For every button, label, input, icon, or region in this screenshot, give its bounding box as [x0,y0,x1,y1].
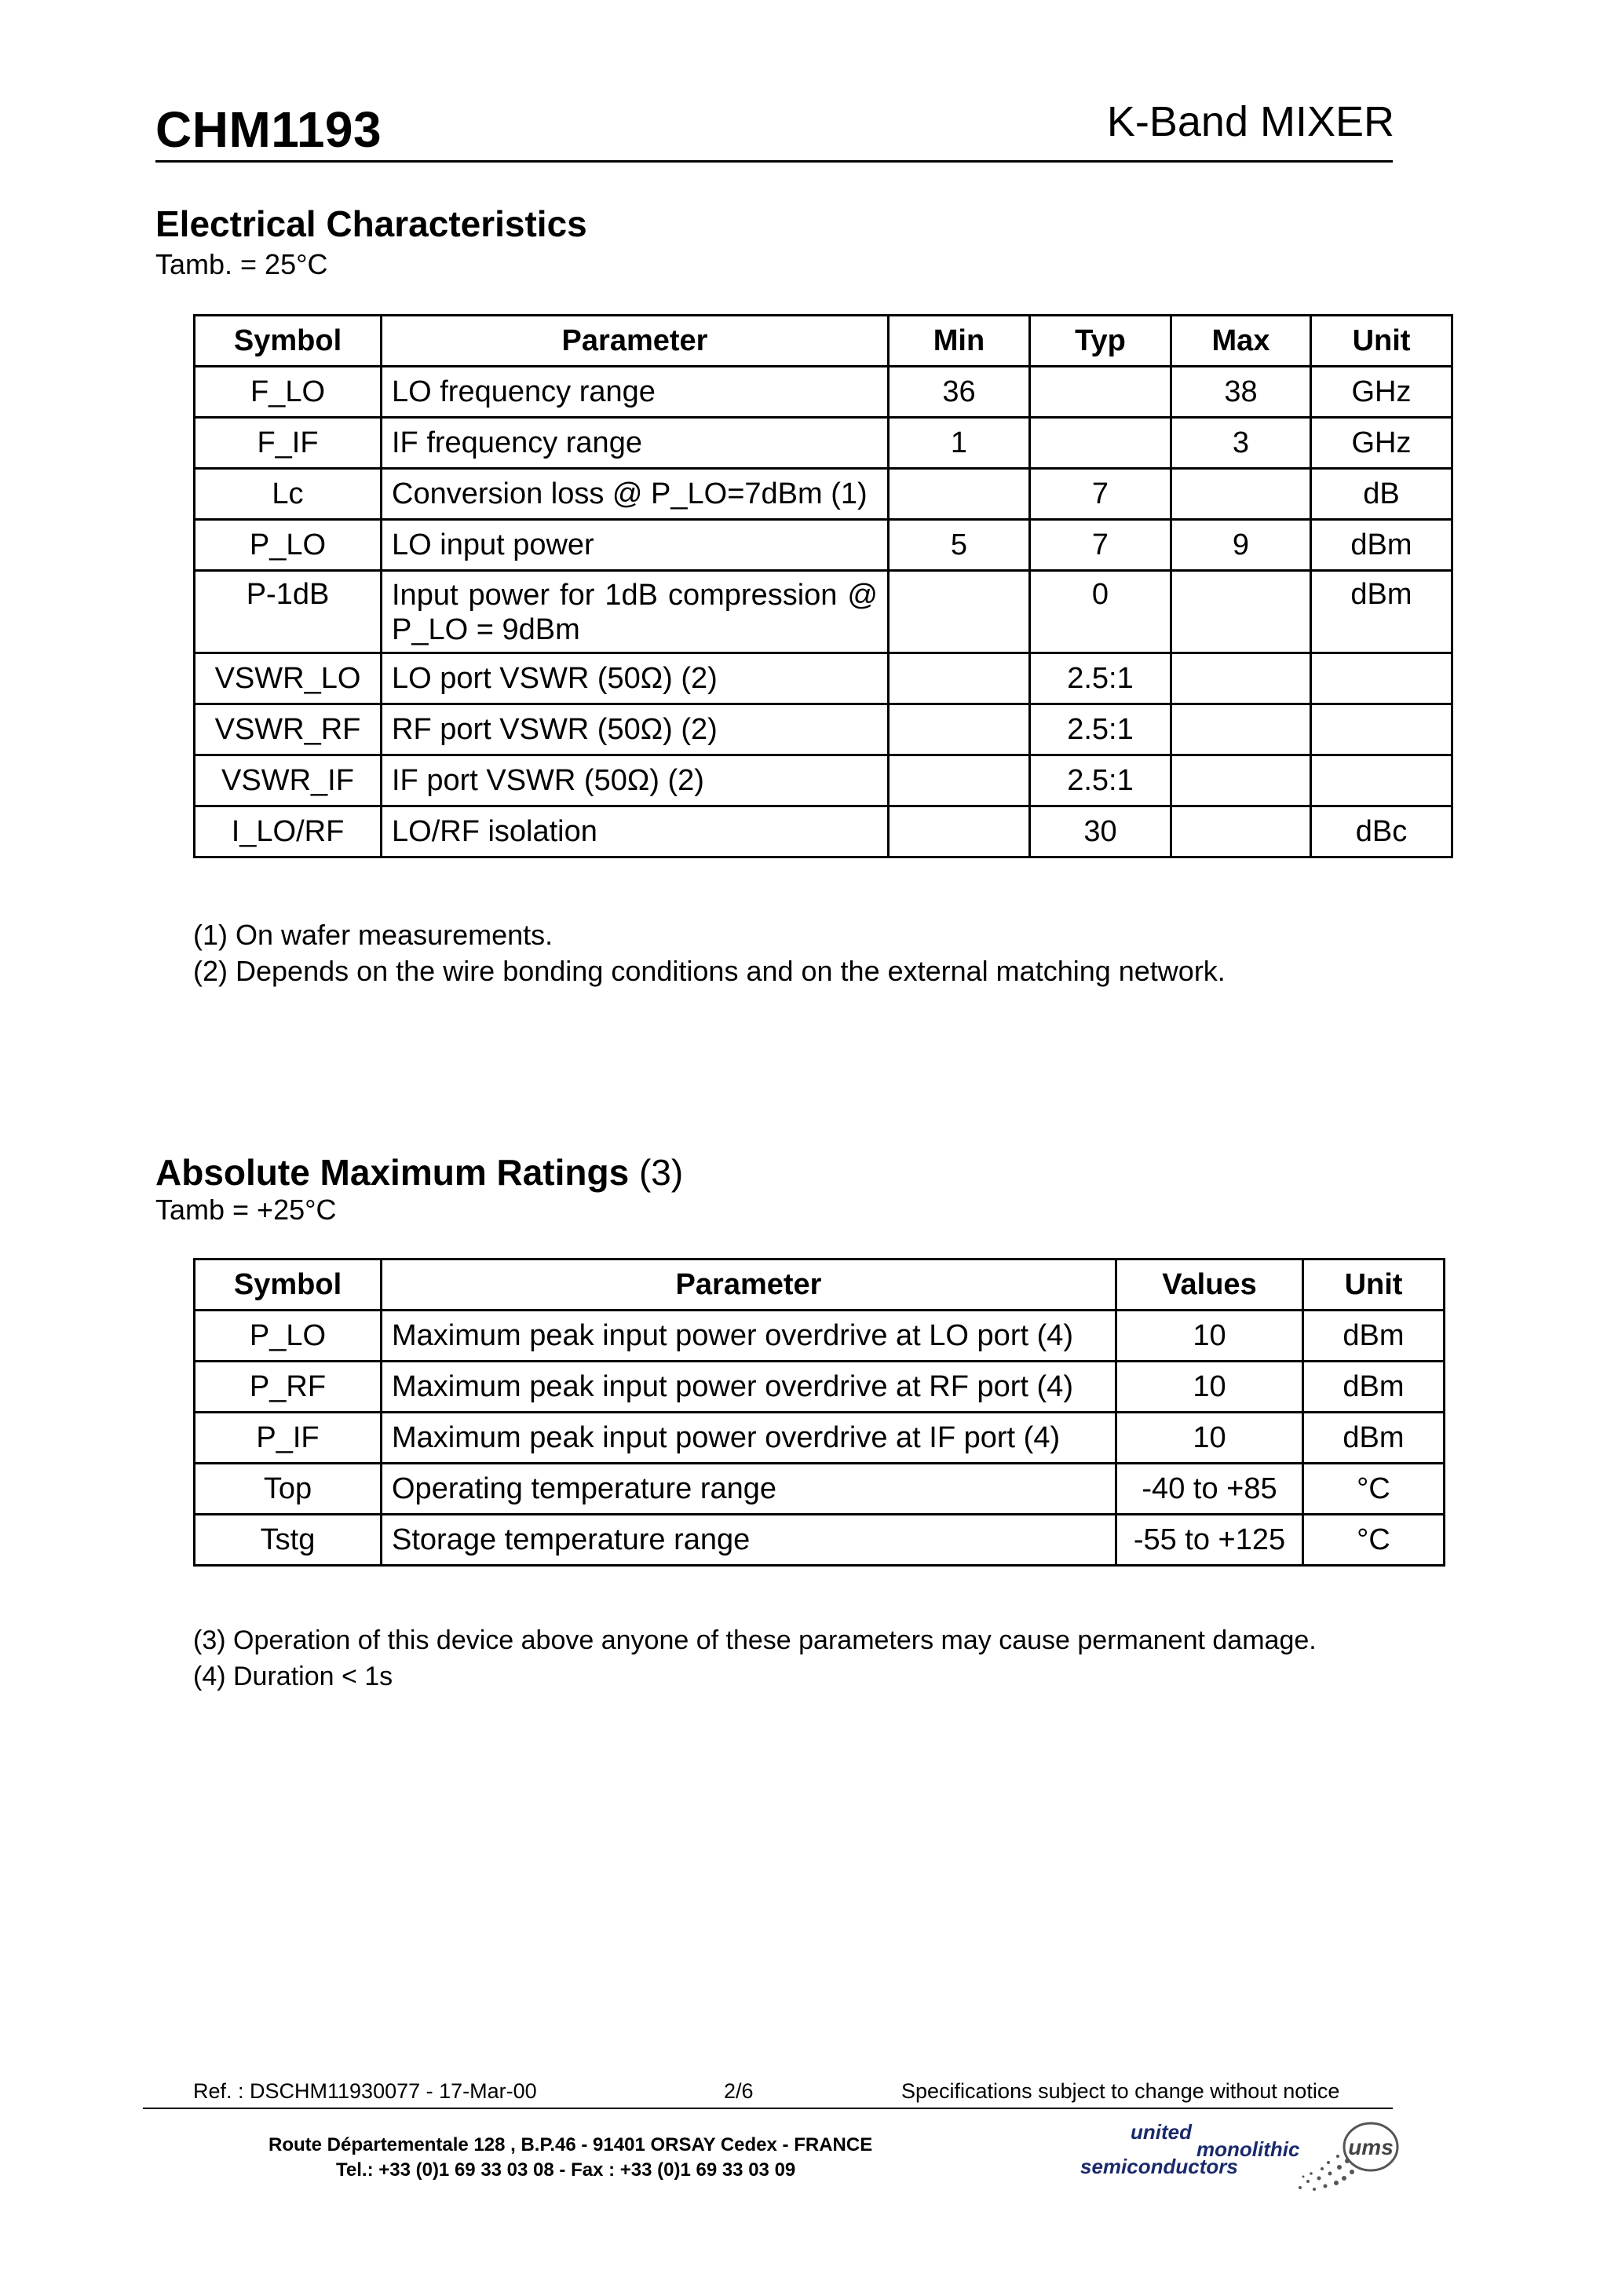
footer-rule [143,2108,1393,2109]
absmax-title-note: (3) [638,1152,684,1193]
table-row [195,571,1452,653]
unit-cell: GHz [1311,367,1452,418]
value-cell: 10 [1116,1311,1303,1362]
unit-cell: °C [1303,1515,1445,1566]
parameter-cell: Maximum peak input power overdrive at RF port (4) [382,1362,1116,1413]
company-phone-fax: Tel.: +33 (0)1 69 33 03 08 - Fax : +33 (0)1 69 33 03 09 [336,2159,796,2181]
parameter-cell: Conversion loss @ P_LO=7dBm (1) [382,469,889,520]
unit-cell: dB [1311,469,1452,520]
max-cell [1171,571,1311,653]
column-header: Parameter [382,316,889,367]
column-header: Unit [1303,1260,1445,1311]
parameter-cell: LO input power [382,520,889,571]
min-cell [889,571,1030,653]
min-cell [889,755,1030,806]
value-cell: -40 to +85 [1116,1464,1303,1515]
electrical-condition: Tamb. = 25°C [155,248,328,280]
min-cell: 1 [889,418,1030,469]
parameter-cell: RF port VSWR (50Ω) (2) [382,704,889,755]
unit-cell: °C [1303,1464,1445,1515]
value-cell: -55 to +125 [1116,1515,1303,1566]
symbol-cell: Tstg [195,1515,382,1566]
logo-line-2: monolithic [1196,2137,1300,2161]
unit-cell: dBm [1303,1311,1445,1362]
product-name: K-Band MIXER [1106,98,1394,145]
parameter-cell: LO/RF isolation [382,806,889,857]
table-row [195,469,1452,520]
parameter-cell: LO port VSWR (50Ω) (2) [382,653,889,704]
footnote-3: (3) Operation of this device above anyone of these parameters may cause permanent damage. [193,1625,1317,1655]
symbol-cell: P_LO [195,1311,382,1362]
symbol-cell: P_RF [195,1362,382,1413]
column-header: Symbol [195,1260,382,1311]
table-header-row [195,316,1452,367]
parameter-cell: Maximum peak input power overdrive at IF port (4) [382,1413,1116,1464]
absmax-title-text: Absolute Maximum Ratings [155,1152,630,1193]
min-cell [889,469,1030,520]
symbol-cell: P-1dB [195,571,382,653]
max-cell: 3 [1171,418,1311,469]
column-header: Max [1171,316,1311,367]
part-number: CHM1193 [155,101,382,158]
symbol-cell: VSWR_IF [195,755,382,806]
typ-cell: 30 [1030,806,1171,857]
max-cell [1171,704,1311,755]
document-reference: Ref. : DSCHM11930077 - 17-Mar-00 [193,2079,537,2103]
unit-cell [1311,653,1452,704]
page-number: 2/6 [724,2079,754,2103]
table-row [195,1311,1445,1362]
typ-cell: 7 [1030,469,1171,520]
symbol-cell: P_IF [195,1413,382,1464]
ums-logo [1076,2112,1405,2199]
table-row [195,1362,1445,1413]
ums-badge-icon [1292,2112,1402,2199]
footnote-2: (2) Depends on the wire bonding conditions and on the external matching network. [193,955,1226,987]
table-row [195,1464,1445,1515]
symbol-cell: VSWR_LO [195,653,382,704]
unit-cell: dBm [1311,520,1452,571]
absmax-condition: Tamb = +25°C [155,1194,337,1226]
table-row [195,418,1452,469]
table-row [195,806,1452,857]
parameter-cell: IF port VSWR (50Ω) (2) [382,755,889,806]
table-row [195,520,1452,571]
table-row [195,755,1452,806]
column-header: Parameter [382,1260,1116,1311]
company-address: Route Départementale 128 , B.P.46 - 91401 ORSAY Cedex - FRANCE [269,2134,873,2155]
table-row [195,704,1452,755]
typ-cell [1030,367,1171,418]
max-cell: 38 [1171,367,1311,418]
typ-cell: 7 [1030,520,1171,571]
logo-line-3: semiconductors [1080,2155,1238,2178]
symbol-cell: Lc [195,469,382,520]
electrical-characteristics-table [193,314,1453,858]
typ-cell [1030,418,1171,469]
min-cell [889,806,1030,857]
typ-cell: 2.5:1 [1030,704,1171,755]
parameter-text: Input power for 1dB compression @ P_LO = 9dBm [392,579,878,646]
specification-notice: Specifications subject to change without notice [901,2079,1340,2103]
unit-cell: GHz [1311,418,1452,469]
table-row [195,1413,1445,1464]
typ-cell: 2.5:1 [1030,653,1171,704]
unit-cell: dBm [1303,1362,1445,1413]
electrical-section-title: Electrical Characteristics [155,203,587,244]
value-cell: 10 [1116,1413,1303,1464]
table-row [195,367,1452,418]
max-cell: 9 [1171,520,1311,571]
typ-cell: 2.5:1 [1030,755,1171,806]
column-header: Symbol [195,316,382,367]
typ-cell: 0 [1030,571,1171,653]
unit-cell: dBc [1311,806,1452,857]
min-cell [889,653,1030,704]
unit-cell: dBm [1311,571,1452,653]
symbol-cell: Top [195,1464,382,1515]
logo-badge-text: ums [1348,2135,1394,2159]
absmax-section-title [155,1151,683,1194]
symbol-cell: F_IF [195,418,382,469]
max-cell [1171,806,1311,857]
column-header: Typ [1030,316,1171,367]
table-header-row [195,1260,1445,1311]
symbol-cell: F_LO [195,367,382,418]
symbol-cell: I_LO/RF [195,806,382,857]
footnote-1: (1) On wafer measurements. [193,919,553,951]
value-cell: 10 [1116,1362,1303,1413]
column-header: Min [889,316,1030,367]
parameter-cell: LO frequency range [382,367,889,418]
min-cell: 5 [889,520,1030,571]
parameter-cell: Maximum peak input power overdrive at LO port (4) [382,1311,1116,1362]
parameter-cell: IF frequency range [382,418,889,469]
table-row [195,653,1452,704]
header-rule [155,160,1393,163]
symbol-cell: VSWR_RF [195,704,382,755]
column-header: Values [1116,1260,1303,1311]
min-cell: 36 [889,367,1030,418]
parameter-cell: Storage temperature range [382,1515,1116,1566]
footnote-4: (4) Duration < 1s [193,1662,393,1691]
unit-cell: dBm [1303,1413,1445,1464]
unit-cell [1311,704,1452,755]
max-cell [1171,469,1311,520]
max-cell [1171,653,1311,704]
parameter-cell [382,571,889,653]
min-cell [889,704,1030,755]
max-cell [1171,755,1311,806]
logo-line-1: united [1131,2120,1192,2144]
symbol-cell: P_LO [195,520,382,571]
table-row [195,1515,1445,1566]
column-header: Unit [1311,316,1452,367]
parameter-cell: Operating temperature range [382,1464,1116,1515]
absolute-maximum-ratings-table [193,1258,1445,1567]
unit-cell [1311,755,1452,806]
